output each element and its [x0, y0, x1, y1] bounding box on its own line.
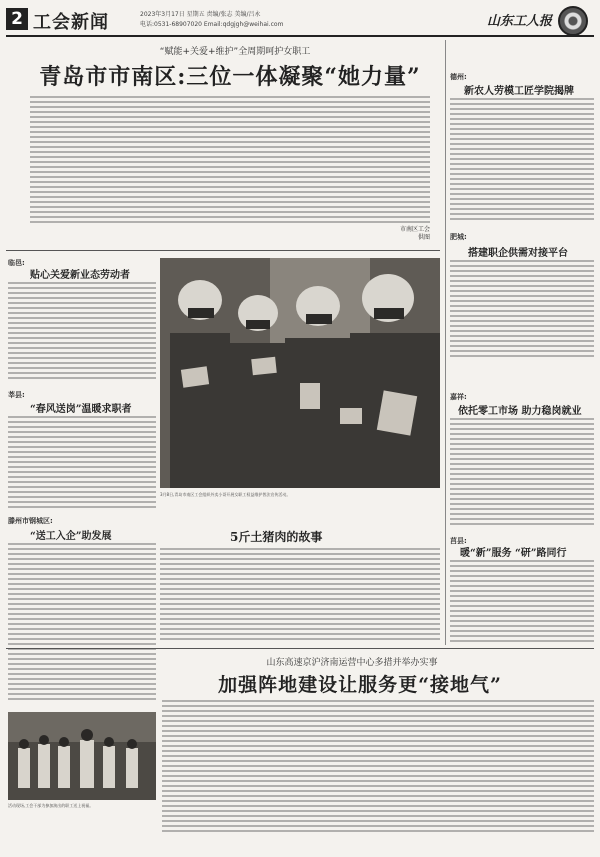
right-item-3-title: 依托零工市场 助力稳岗就业 — [458, 406, 582, 417]
right-item-3-body — [450, 418, 594, 528]
main-headline: 青岛市市南区:三位一体凝聚“她力量” — [39, 64, 421, 90]
left-item-1-title: 贴心关爱新业态劳动者 — [30, 270, 130, 281]
contact-line: 电话:0531-68907020 Email:qdgjgh@weihai.com — [140, 21, 284, 28]
main-photo-caption: 3月8日,青岛市南区工会组织外卖小哥开展女职工权益维护普法宣传活动。 — [160, 492, 291, 497]
right-item-4-title: 暖“新”服务 “研”路同行 — [460, 548, 567, 559]
right-item-1-body — [450, 98, 594, 220]
signature-line-2: 供图 — [417, 234, 430, 241]
left-item-3-body — [8, 543, 156, 703]
page-number: 2 — [6, 8, 28, 30]
left-item-1-label: 临邑: — [8, 259, 25, 267]
right-item-4-label: 莒县: — [450, 537, 467, 545]
bottom-photo-caption: 活动现场,工会干部为参加演出的职工送上祝福。 — [8, 803, 94, 808]
right-item-2-label: 肥城: — [450, 233, 467, 241]
signature-line-1: 市南区工会 — [399, 226, 430, 233]
main-story-rule — [6, 250, 440, 251]
middle-story-title: 5斤土猪肉的故事 — [230, 530, 323, 544]
right-item-1-title: 新农人劳模工匠学院揭牌 — [464, 86, 574, 97]
middle-story-body — [160, 548, 440, 640]
bottom-headline: 加强阵地建设让服务更“接地气” — [218, 674, 502, 696]
date-line: 2023年3月17日 星期五 责编/张志 美编/吕永 — [140, 11, 261, 18]
right-item-2-title: 搭建职企供需对接平台 — [468, 248, 568, 259]
left-item-3-title: “送工入企”助发展 — [30, 531, 112, 542]
left-item-2-title: “春风送岗”温暖求职者 — [30, 404, 132, 415]
main-signature — [368, 226, 430, 242]
bottom-story-body — [162, 700, 594, 832]
section-title: 工会新闻 — [33, 12, 109, 33]
main-photo — [160, 258, 440, 488]
right-item-3-label: 嘉祥: — [450, 393, 467, 401]
riders-photo-illustration — [160, 258, 440, 488]
performance-photo-illustration — [8, 712, 156, 800]
right-item-2-body — [450, 260, 594, 360]
left-item-2-label: 莘县: — [8, 391, 25, 399]
right-item-1-label: 德州: — [450, 73, 467, 81]
masthead-logo: 山东工人报 — [486, 14, 552, 29]
bottom-photo — [8, 712, 156, 800]
right-item-4-body — [450, 560, 594, 642]
bottom-section-rule — [6, 648, 594, 649]
bottom-kicker: 山东高速京沪济南运营中心多措并举办实事 — [266, 658, 438, 668]
main-body-text — [30, 96, 430, 226]
left-item-3-label: 滕州市钢城区: — [8, 517, 53, 525]
main-kicker: “赋能+关爱+维护”全周期呵护女职工 — [159, 47, 311, 57]
header-rule — [6, 35, 594, 37]
left-item-2-body — [8, 416, 156, 508]
right-column-rule — [445, 40, 446, 645]
left-item-1-body — [8, 282, 156, 382]
masthead-seal-icon — [558, 6, 588, 36]
